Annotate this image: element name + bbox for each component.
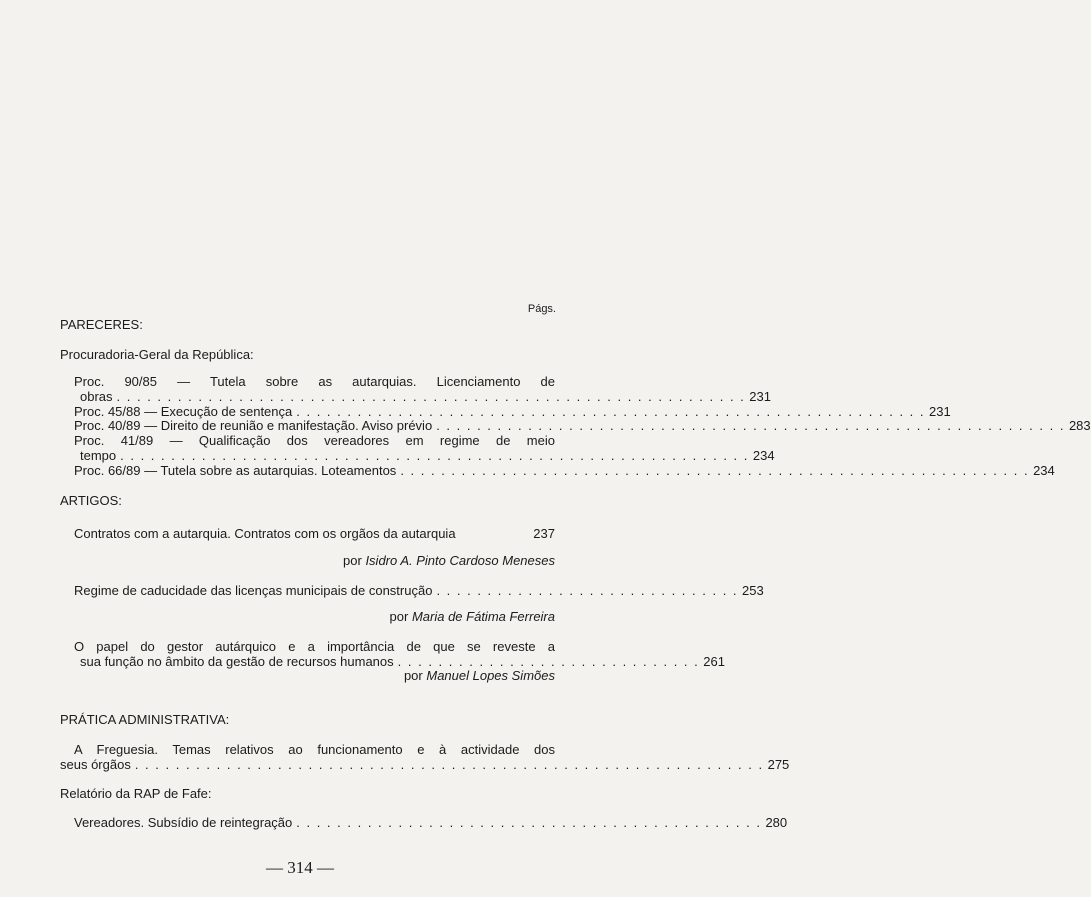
author-prefix: por: [403, 668, 423, 683]
leader-dots: . . . . . . . . . . . . . . . . . . . . . . . . . . . . . . . . . . . . . . . . . . . . . . . . . . . . . . . . . . . . . .: [120, 448, 749, 463]
author-name: Isidro A. Pinto Cardoso Meneses: [365, 553, 555, 568]
leader-dots: . . . . . . . . . . . . . . . . . . . . . . . . . . . . . . . . . . . . . . . . . . . . . . . . . . . . . . . . . . . . . .: [134, 757, 764, 772]
leader-dots: . . . . . . . . . . . . . . . . . . . . . . . . . . . . . . . . . . . . . . . . . . . . . . . . . . . . . . . . . . . . . .: [296, 404, 926, 419]
toc-page-number: 231: [749, 389, 771, 404]
toc-entry-freguesia: [60, 742, 790, 772]
toc-entry-proc-45-88: [74, 404, 951, 419]
toc-entry-regime-caducidade: [74, 583, 764, 598]
toc-page-number: 261: [703, 654, 725, 669]
toc-entry-proc-40-89: [74, 418, 1091, 433]
toc-entry-proc-41-89: [74, 433, 775, 463]
toc-page-number: 231: [929, 404, 951, 419]
toc-entry-proc-66-89: [74, 463, 1055, 478]
toc-entry-vereadores-subsidio: [74, 815, 788, 830]
leader-dots: . . . . . . . . . . . . . . . . . . . . . . . . . . . . . . . . . . . . . . . . . . . . . . . . . . . . . . . . . . . . . .: [400, 463, 1030, 478]
section-heading-pareceres: PARECERES:: [60, 317, 143, 332]
toc-page-number: 253: [742, 583, 764, 598]
author-prefix: por: [389, 609, 409, 624]
toc-page-number: 275: [767, 757, 790, 772]
author-name: Maria de Fátima Ferreira: [411, 609, 555, 624]
leader-dots: . . . . . . . . . . . . . . . . . . . . . . . . . . . . . . . . . . . . . . . . . . . . . . . . . . . . . . . . . . . . . .: [436, 418, 1065, 433]
toc-entry-contratos-autarquia: [74, 526, 555, 541]
author-line: [404, 668, 555, 683]
author-prefix: por: [343, 553, 362, 568]
toc-entry-text: Proc. 45/88 — Execução de sentença: [74, 404, 293, 419]
author-line: [343, 553, 555, 568]
toc-entry-text: Proc. 41/89 — Qualificação dos vereadores em regime de meio: [74, 433, 555, 448]
toc-entry-proc-90-85: [74, 374, 771, 404]
section-heading-artigos: ARTIGOS:: [60, 493, 122, 508]
toc-entry-text-cont: obras: [80, 389, 113, 404]
toc-entry-text: O papel do gestor autárquico e a importância de que se reveste a: [74, 639, 555, 654]
toc-entry-text: Regime de caducidade das licenças municipais de construção: [74, 583, 433, 598]
leader-dots: . . . . . . . . . . . . . . . . . . . . . . . . . . . . . .: [397, 654, 700, 669]
author-line: [390, 609, 555, 624]
subsection-heading-procuradoria: Procuradoria-Geral da República:: [60, 347, 254, 362]
toc-entry-text: Contratos com a autarquia. Contratos com os orgãos da autarquia: [74, 526, 456, 541]
toc-entry-text-cont: seus órgãos: [60, 757, 131, 772]
toc-entry-text: Proc. 40/89 — Direito de reunião e manifestação. Aviso prévio: [74, 418, 433, 433]
toc-entry-text: Vereadores. Subsídio de reintegração: [74, 815, 293, 830]
toc-entry-text-cont: sua função no âmbito da gestão de recursos humanos: [80, 654, 394, 669]
toc-entry-text: A Freguesia. Temas relativos ao funcionamento e à actividade dos: [74, 742, 555, 757]
toc-page-number: 234: [752, 448, 775, 463]
section-heading-pratica: PRÁTICA ADMINISTRATIVA:: [60, 712, 230, 727]
leader-dots: . . . . . . . . . . . . . . . . . . . . . . . . . . . . . . . . . . . . . . . . . . . . . .: [296, 815, 762, 830]
toc-page-number: 280: [765, 815, 788, 830]
toc-entry-text: Proc. 90/85 — Tutela sobre as autarquias. Licenciamento de: [74, 374, 555, 389]
leader-dots: . . . . . . . . . . . . . . . . . . . . . . . . . . . . . . . . . . . . . . . . . . . . . . . . . . . . . . . . . . . . . .: [116, 389, 746, 404]
author-name: Manuel Lopes Simões: [426, 668, 555, 683]
page-number-footer: — 314 —: [266, 858, 334, 877]
toc-entry-papel-gestor: [74, 639, 725, 669]
toc-entry-text: Proc. 66/89 — Tutela sobre as autarquias. Loteamentos: [74, 463, 397, 478]
subsection-heading-relatorio: Relatório da RAP de Fafe:: [60, 786, 212, 801]
toc-entry-text-cont: tempo: [80, 448, 117, 463]
leader-dots: . . . . . . . . . . . . . . . . . . . . . . . . . . . . . .: [436, 583, 739, 598]
toc-page-number: 234: [1033, 463, 1055, 478]
toc-page-number: 237: [533, 526, 555, 541]
toc-page-number: 283: [1068, 418, 1091, 433]
pages-column-label: Págs.: [527, 303, 556, 315]
